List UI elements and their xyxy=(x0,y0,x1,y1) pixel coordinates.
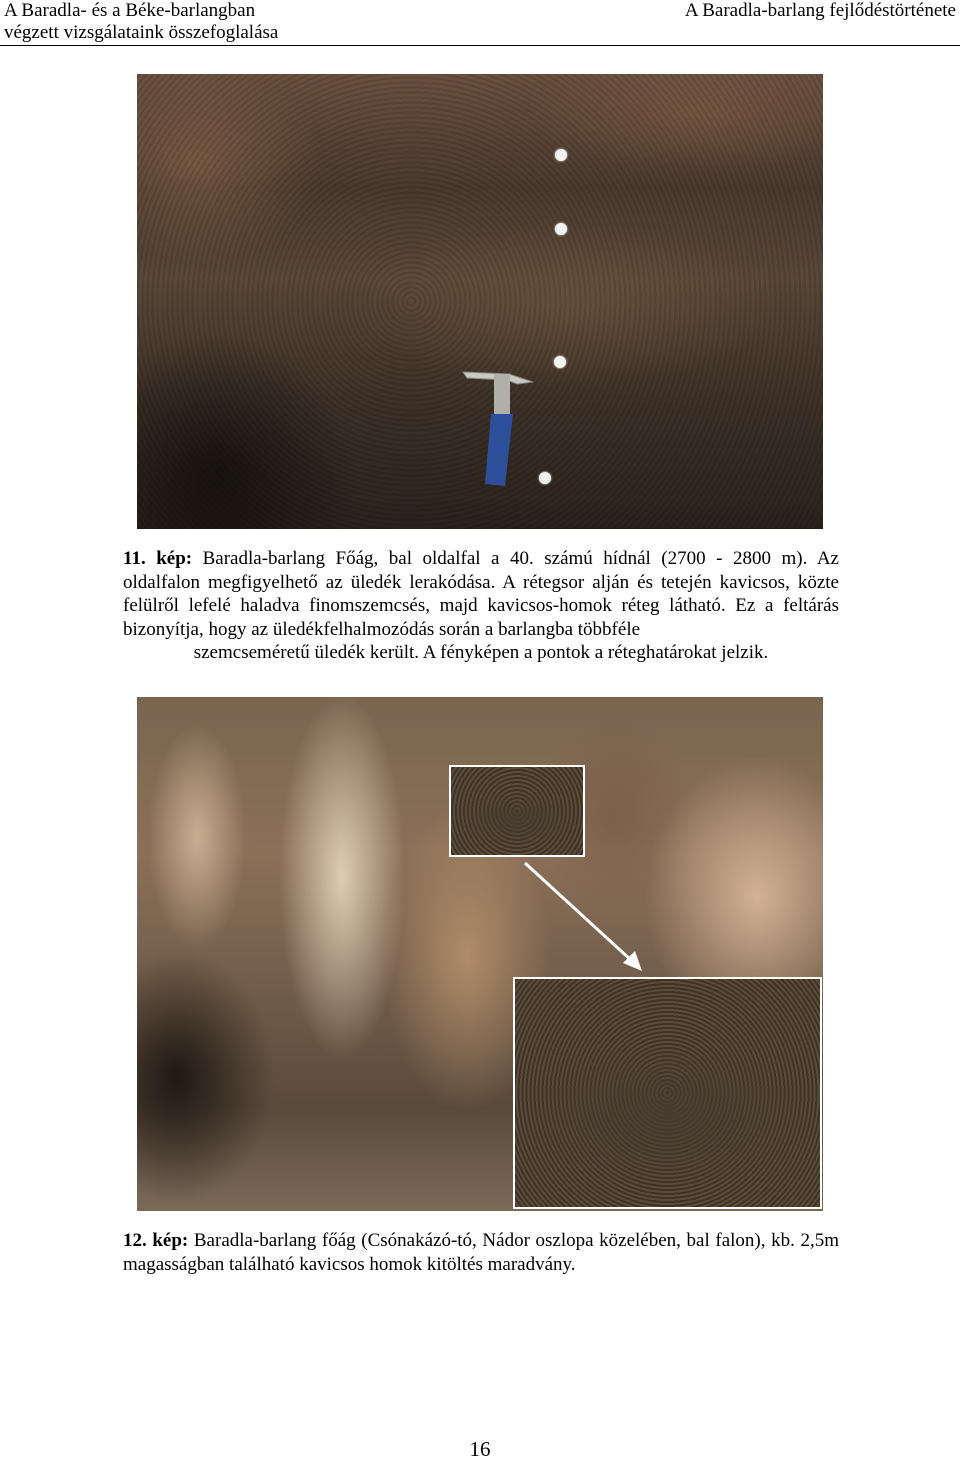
geological-hammer xyxy=(137,74,823,529)
page-number: 16 xyxy=(469,1437,491,1461)
figure-12-photo xyxy=(137,697,823,1211)
arrow-icon xyxy=(137,697,823,1211)
figure-11-label: 11. kép: xyxy=(123,548,193,569)
figure-11-photo xyxy=(137,74,823,529)
header-left-line1: A Baradla- és a Béke-barlangban xyxy=(4,0,256,21)
figure-12-caption-text: Baradla-barlang főág (Csónakázó-tó, Nádor oszlopa közelében, bal falon), kb. 2,5m magasságban található kavicsos homok kitöltés maradvány. xyxy=(123,1230,839,1275)
page-header xyxy=(0,0,960,46)
header-left-line2: végzett vizsgálataink összefoglalása xyxy=(4,22,279,43)
figure-11-caption xyxy=(123,547,839,665)
figure-12-caption xyxy=(123,1229,839,1276)
header-right-title: A Baradla-barlang fejlődéstörténete xyxy=(684,0,956,21)
header-left xyxy=(4,0,278,44)
figure-11-caption-text: Baradla-barlang Főág, bal oldalfal a 40. számú hídnál (2700 - 2800 m). Az oldalfalon megfigyelhető az üledék lerakódása. A rétegsor alján és tetején kavicsos, közte felülről lefelé haladva finomszemcsés, majd kavicsos-homok réteg látható. Ez a feltárás bizonyítja, hogy az üledékfelhalmozódás során a barlangba többféle xyxy=(123,548,839,640)
figure-11-caption-last-line: szemcseméretű üledék került. A fényképen a pontok a réteghatárokat jelzik. xyxy=(193,642,769,663)
header-rule xyxy=(0,45,960,46)
figure-12-label: 12. kép: xyxy=(123,1230,189,1251)
